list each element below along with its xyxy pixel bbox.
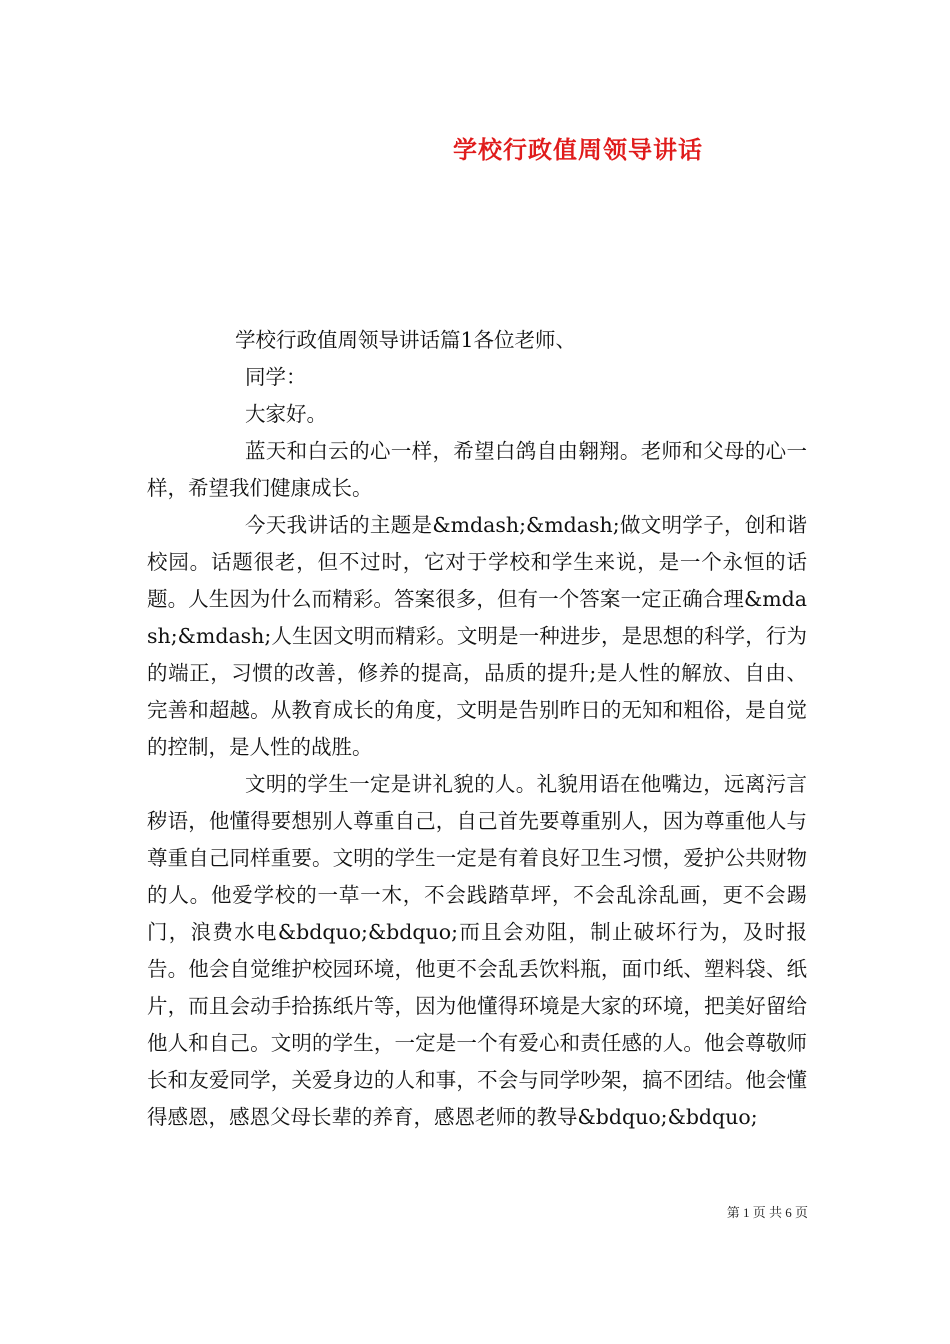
document-title: 学校行政值周领导讲话 xyxy=(453,135,703,164)
paragraph-salutation: 同学： xyxy=(245,365,307,389)
paragraph: 文明的学生一定是讲礼貌的人。礼貌用语在他嘴边，远离污言秽语，他懂得要想别人尊重自己，自己首先要尊重别人，因为尊重他人与尊重自己同样重要。文明的学生一定是有着良好卫生习惯，爱护公共财物的人。他爱学校的一草一木，不会践踏草坪，不会乱涂乱画，更不会踢门，浪费水电&bdquo;&bdquo;而且会劝阻，制止破坏行为，及时报告。他会自觉维护校园环境，他更不会乱丢饮料瓶，面巾纸、塑料袋、纸片，而且会动手拾拣纸片等，因为他懂得环境是大家的环境，把美好留给他人和自己。文明的学生，一定是一个有爱心和责任感的人。他会尊敬师长和友爱同学，关爱身边的人和事，不会与同学吵架，搞不团结。他会懂得感恩，感恩父母长辈的养育，感恩老师的教导&bdquo;&bdquo; xyxy=(147,772,807,1129)
paragraph: 今天我讲话的主题是&mdash;&mdash;做文明学子，创和谐校园。话题很老，但不过时，它对于学校和学生来说，是一个永恒的话题。人生因为什么而精彩。答案很多，但有一个答案一定正确合理&mdash;&mdash;人生因文明而精彩。文明是一种进步，是思想的科学，行为的端正，习惯的改善，修养的提高，品质的提升;是人性的解放、自由、完善和超越。从教育成长的角度，文明是告别昨日的无知和粗俗，是自觉的控制，是人性的战胜。 xyxy=(147,513,807,759)
paragraph-greeting: 大家好。 xyxy=(245,402,327,426)
page-footer: 第 1 页 共 6 页 xyxy=(726,1205,808,1220)
paragraph: 蓝天和白云的心一样，希望白鸽自由翱翔。老师和父母的心一样，希望我们健康成长。 xyxy=(147,439,807,500)
document-body xyxy=(147,322,807,1136)
paragraph-heading-line: 学校行政值周领导讲话篇1各位老师、 xyxy=(235,328,577,352)
